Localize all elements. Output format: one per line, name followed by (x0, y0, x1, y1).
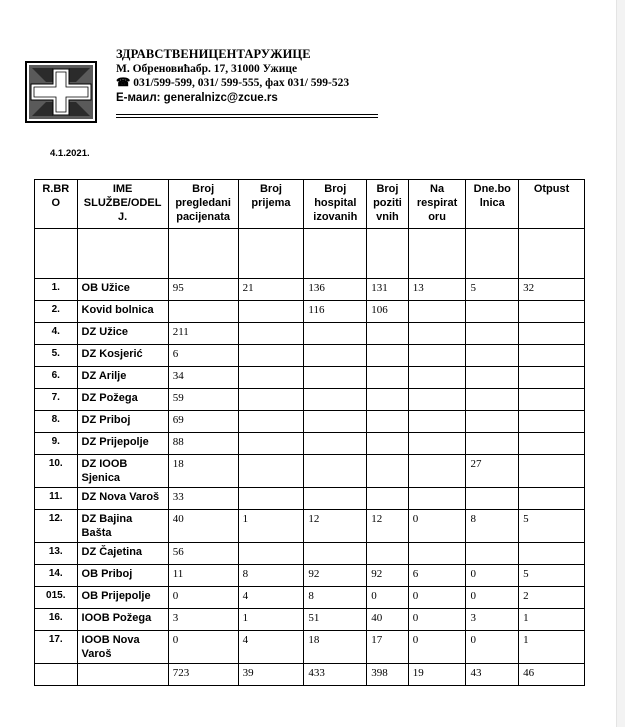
column-header: Broj pregledani pacijenata (168, 180, 238, 229)
page-edge (616, 0, 625, 727)
column-header: Broj poziti vnih (367, 180, 409, 229)
letterhead (116, 47, 349, 106)
data-cell: 27 (466, 455, 519, 488)
row-number: 9. (35, 433, 78, 455)
data-cell (408, 433, 466, 455)
data-cell (519, 543, 585, 565)
data-cell (466, 411, 519, 433)
row-number: 5. (35, 345, 78, 367)
data-cell (466, 433, 519, 455)
data-cell: 32 (519, 279, 585, 301)
data-cell: 0 (408, 609, 466, 631)
service-name: DZ Nova Varoš (77, 488, 168, 510)
data-cell: 5 (466, 279, 519, 301)
data-cell (408, 367, 466, 389)
data-cell: 8 (304, 587, 367, 609)
service-name: IOOB Požega (77, 609, 168, 631)
document-date: 4.1.2021. (50, 148, 90, 159)
table-row (35, 488, 585, 510)
service-name: DZ Arilje (77, 367, 168, 389)
data-cell: 40 (168, 510, 238, 543)
data-cell (466, 488, 519, 510)
data-cell (367, 455, 409, 488)
phone-numbers: 031/599-599, 031/ 599-555, фах 031/ 599-523 (130, 77, 350, 89)
report-table (34, 179, 585, 686)
total-cell: 398 (367, 664, 409, 686)
data-cell: 131 (367, 279, 409, 301)
table-row (35, 411, 585, 433)
data-cell (238, 301, 304, 323)
data-cell (466, 301, 519, 323)
service-name: DZ Užice (77, 323, 168, 345)
data-cell (466, 323, 519, 345)
table-row (35, 389, 585, 411)
data-cell: 59 (168, 389, 238, 411)
data-cell (304, 543, 367, 565)
service-name: DZ IOOB Sjenica (77, 455, 168, 488)
service-name: OB Priboj (77, 565, 168, 587)
data-cell (304, 455, 367, 488)
data-cell (304, 345, 367, 367)
phone-line (116, 76, 349, 90)
row-number: 13. (35, 543, 78, 565)
total-cell: 433 (304, 664, 367, 686)
data-cell (408, 488, 466, 510)
data-cell: 4 (238, 631, 304, 664)
row-number: 17. (35, 631, 78, 664)
data-cell (238, 323, 304, 345)
empty-cell (35, 664, 78, 686)
row-number: 16. (35, 609, 78, 631)
data-cell: 4 (238, 587, 304, 609)
row-number: 2. (35, 301, 78, 323)
total-cell: 19 (408, 664, 466, 686)
service-name: DZ Čajetina (77, 543, 168, 565)
data-cell: 18 (304, 631, 367, 664)
total-cell: 723 (168, 664, 238, 686)
column-header: Dne.bo lnica (466, 180, 519, 229)
data-cell: 3 (466, 609, 519, 631)
data-cell (367, 345, 409, 367)
row-number: 6. (35, 367, 78, 389)
data-cell: 106 (367, 301, 409, 323)
data-cell (367, 389, 409, 411)
email-line: Е-маил: generalnizc@zcue.rs (116, 92, 278, 104)
data-cell: 211 (168, 323, 238, 345)
data-cell: 5 (519, 510, 585, 543)
table-row (35, 301, 585, 323)
table-row (35, 565, 585, 587)
data-cell: 0 (408, 510, 466, 543)
data-cell (367, 433, 409, 455)
data-cell (408, 301, 466, 323)
data-cell (238, 389, 304, 411)
total-cell: 43 (466, 664, 519, 686)
data-cell: 88 (168, 433, 238, 455)
data-cell (519, 455, 585, 488)
data-cell (238, 488, 304, 510)
service-name: DZ Priboj (77, 411, 168, 433)
data-cell: 0 (466, 631, 519, 664)
service-name: OB Užice (77, 279, 168, 301)
data-cell (519, 323, 585, 345)
row-number: 10. (35, 455, 78, 488)
telephone-icon: ☎ (116, 77, 131, 89)
row-number: 015. (35, 587, 78, 609)
service-name: OB Prijepolje (77, 587, 168, 609)
data-cell (408, 323, 466, 345)
data-cell: 18 (168, 455, 238, 488)
data-cell: 6 (168, 345, 238, 367)
table-row (35, 543, 585, 565)
data-cell: 34 (168, 367, 238, 389)
row-number: 7. (35, 389, 78, 411)
data-cell: 95 (168, 279, 238, 301)
data-cell (304, 367, 367, 389)
data-cell: 3 (168, 609, 238, 631)
total-cell: 39 (238, 664, 304, 686)
table-row (35, 323, 585, 345)
data-cell: 11 (168, 565, 238, 587)
total-cell: 46 (519, 664, 585, 686)
data-cell: 0 (367, 587, 409, 609)
data-cell (408, 345, 466, 367)
data-cell (367, 543, 409, 565)
data-cell: 21 (238, 279, 304, 301)
data-cell (238, 455, 304, 488)
data-cell: 0 (168, 587, 238, 609)
column-header: R.BR O (35, 180, 78, 229)
service-name: DZ Bajina Bašta (77, 510, 168, 543)
table-row (35, 455, 585, 488)
data-cell (304, 488, 367, 510)
data-cell (408, 543, 466, 565)
data-cell (519, 345, 585, 367)
data-cell (238, 345, 304, 367)
data-cell: 0 (168, 631, 238, 664)
table-row (35, 609, 585, 631)
table-row (35, 631, 585, 664)
data-cell (408, 411, 466, 433)
data-cell: 92 (304, 565, 367, 587)
data-cell (466, 345, 519, 367)
data-cell: 51 (304, 609, 367, 631)
data-cell: 1 (238, 510, 304, 543)
data-cell: 1 (519, 609, 585, 631)
org-name: ЗДРАВСТВЕНИЦЕНТАРУЖИЦЕ (116, 47, 311, 61)
data-cell (238, 433, 304, 455)
data-cell (367, 367, 409, 389)
column-header: Broj hospital izovanih (304, 180, 367, 229)
data-cell: 1 (519, 631, 585, 664)
data-cell: 6 (408, 565, 466, 587)
address: М. Обреновићабр. 17, 31000 Ужице (116, 63, 298, 75)
data-cell (408, 389, 466, 411)
data-cell: 0 (408, 587, 466, 609)
table-row (35, 433, 585, 455)
data-cell: 40 (367, 609, 409, 631)
data-cell (304, 433, 367, 455)
table-row (35, 510, 585, 543)
data-cell (519, 433, 585, 455)
data-cell (304, 411, 367, 433)
data-cell: 1 (238, 609, 304, 631)
data-cell (367, 411, 409, 433)
row-number: 14. (35, 565, 78, 587)
empty-cell (77, 664, 168, 686)
row-number: 11. (35, 488, 78, 510)
column-header: Broj prijema (238, 180, 304, 229)
data-cell (466, 543, 519, 565)
data-cell: 13 (408, 279, 466, 301)
table-header-row (35, 180, 585, 229)
data-cell (519, 301, 585, 323)
totals-row (35, 664, 585, 686)
data-cell: 8 (238, 565, 304, 587)
row-number: 8. (35, 411, 78, 433)
data-cell (408, 455, 466, 488)
data-cell: 12 (304, 510, 367, 543)
data-cell: 116 (304, 301, 367, 323)
table-row (35, 345, 585, 367)
data-cell (466, 367, 519, 389)
row-number: 4. (35, 323, 78, 345)
data-cell (367, 488, 409, 510)
service-name: DZ Kosjerić (77, 345, 168, 367)
data-cell: 8 (466, 510, 519, 543)
row-number: 12. (35, 510, 78, 543)
table-row (35, 367, 585, 389)
header-rule (116, 117, 378, 118)
service-name: Kovid bolnica (77, 301, 168, 323)
data-cell: 0 (408, 631, 466, 664)
data-cell: 12 (367, 510, 409, 543)
data-cell: 17 (367, 631, 409, 664)
data-cell (168, 301, 238, 323)
data-cell: 0 (466, 565, 519, 587)
data-cell (466, 389, 519, 411)
column-header: Otpust (519, 180, 585, 229)
service-name: DZ Požega (77, 389, 168, 411)
column-header: Na respirat oru (408, 180, 466, 229)
data-cell: 92 (367, 565, 409, 587)
column-header: IME SLUŽBE/ODEL J. (77, 180, 168, 229)
data-cell (238, 543, 304, 565)
data-cell: 5 (519, 565, 585, 587)
data-cell: 33 (168, 488, 238, 510)
row-number: 1. (35, 279, 78, 301)
data-cell (519, 367, 585, 389)
table-row (35, 279, 585, 301)
data-cell: 136 (304, 279, 367, 301)
table-row (35, 587, 585, 609)
data-cell (304, 323, 367, 345)
service-name: IOOB Nova Varoš (77, 631, 168, 664)
data-cell (519, 488, 585, 510)
data-cell (304, 389, 367, 411)
data-cell: 56 (168, 543, 238, 565)
data-cell: 0 (466, 587, 519, 609)
data-cell (238, 367, 304, 389)
blank-row (35, 229, 585, 279)
data-cell: 69 (168, 411, 238, 433)
cross-logo-icon (25, 61, 97, 123)
service-name: DZ Prijepolje (77, 433, 168, 455)
data-cell (519, 411, 585, 433)
data-cell (367, 323, 409, 345)
data-cell (519, 389, 585, 411)
header-rule (116, 114, 378, 115)
data-cell (238, 411, 304, 433)
data-cell: 2 (519, 587, 585, 609)
